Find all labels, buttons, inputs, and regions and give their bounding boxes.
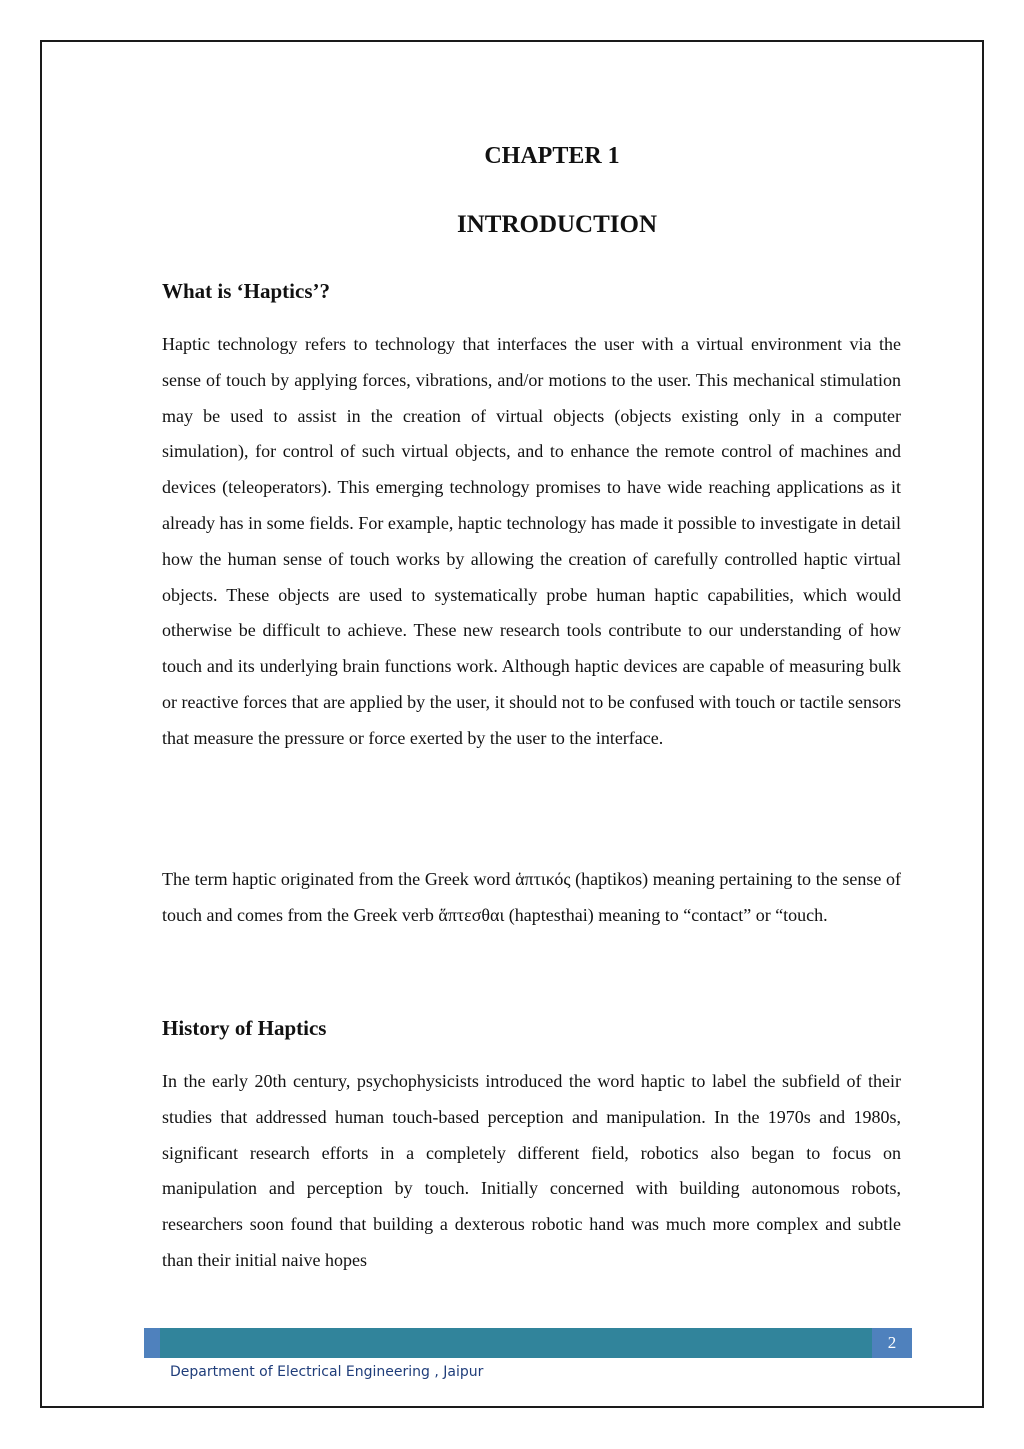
paragraph-history: In the early 20th century, psychophysicists introduced the word haptic to label the subfield of their studies that addressed human touch-based perception and manipulation. In the 1970s and 1980s, significant research efforts in a completely different field, robotics also began to focus on manipulation and perception by touch. Initially concerned with building autonomous robots, researchers soon found that building a dexterous robotic hand was much more complex and subtle than their initial naive hopes (162, 1071, 901, 1270)
page-number: 2 (872, 1328, 912, 1358)
chapter-title: INTRODUCTION (456, 211, 658, 238)
paragraph-haptics-etymology: The term haptic originated from the Greek word ἁπτικός (haptikos) meaning pertaining to the sense of touch and comes from the Greek verb ἅπτεσθαι (haptesthai) meaning to “contact” or “touch. (162, 869, 901, 925)
footer-bar-fill (160, 1328, 872, 1358)
footer-bar (144, 1328, 912, 1358)
footer-department: Department of Electrical Engineering , Jaipur (170, 1364, 484, 1380)
section-heading-what-is-haptics: What is ‘Haptics’? (162, 279, 330, 303)
paragraph-haptics-definition: Haptic technology refers to technology that interfaces the user with a virtual environment via the sense of touch by applying forces, vibrations, and/or motions to the user. This mechanical stimulation may be used to assist in the creation of virtual objects (objects existing only in a computer simulation), for control of such virtual objects, and to enhance the remote control of machines and devices (teleoperators). This emerging technology promises to have wide reaching applications as it already has in some fields. For example, haptic technology has made it possible to investigate in detail how the human sense of touch works by allowing the creation of carefully controlled haptic virtual objects. These objects are used to systematically probe human haptic capabilities, which would otherwise be difficult to achieve. These new research tools contribute to our understanding of how touch and its underlying brain functions work. Although haptic devices are capable of measuring bulk or reactive forces that are applied by the user, it should not to be confused with touch or tactile sensors that measure the pressure or force exerted by the user to the interface. (162, 334, 901, 748)
section-heading-history: History of Haptics (162, 1016, 327, 1040)
chapter-number: CHAPTER 1 (484, 143, 620, 169)
footer-bar-accent (144, 1328, 160, 1358)
